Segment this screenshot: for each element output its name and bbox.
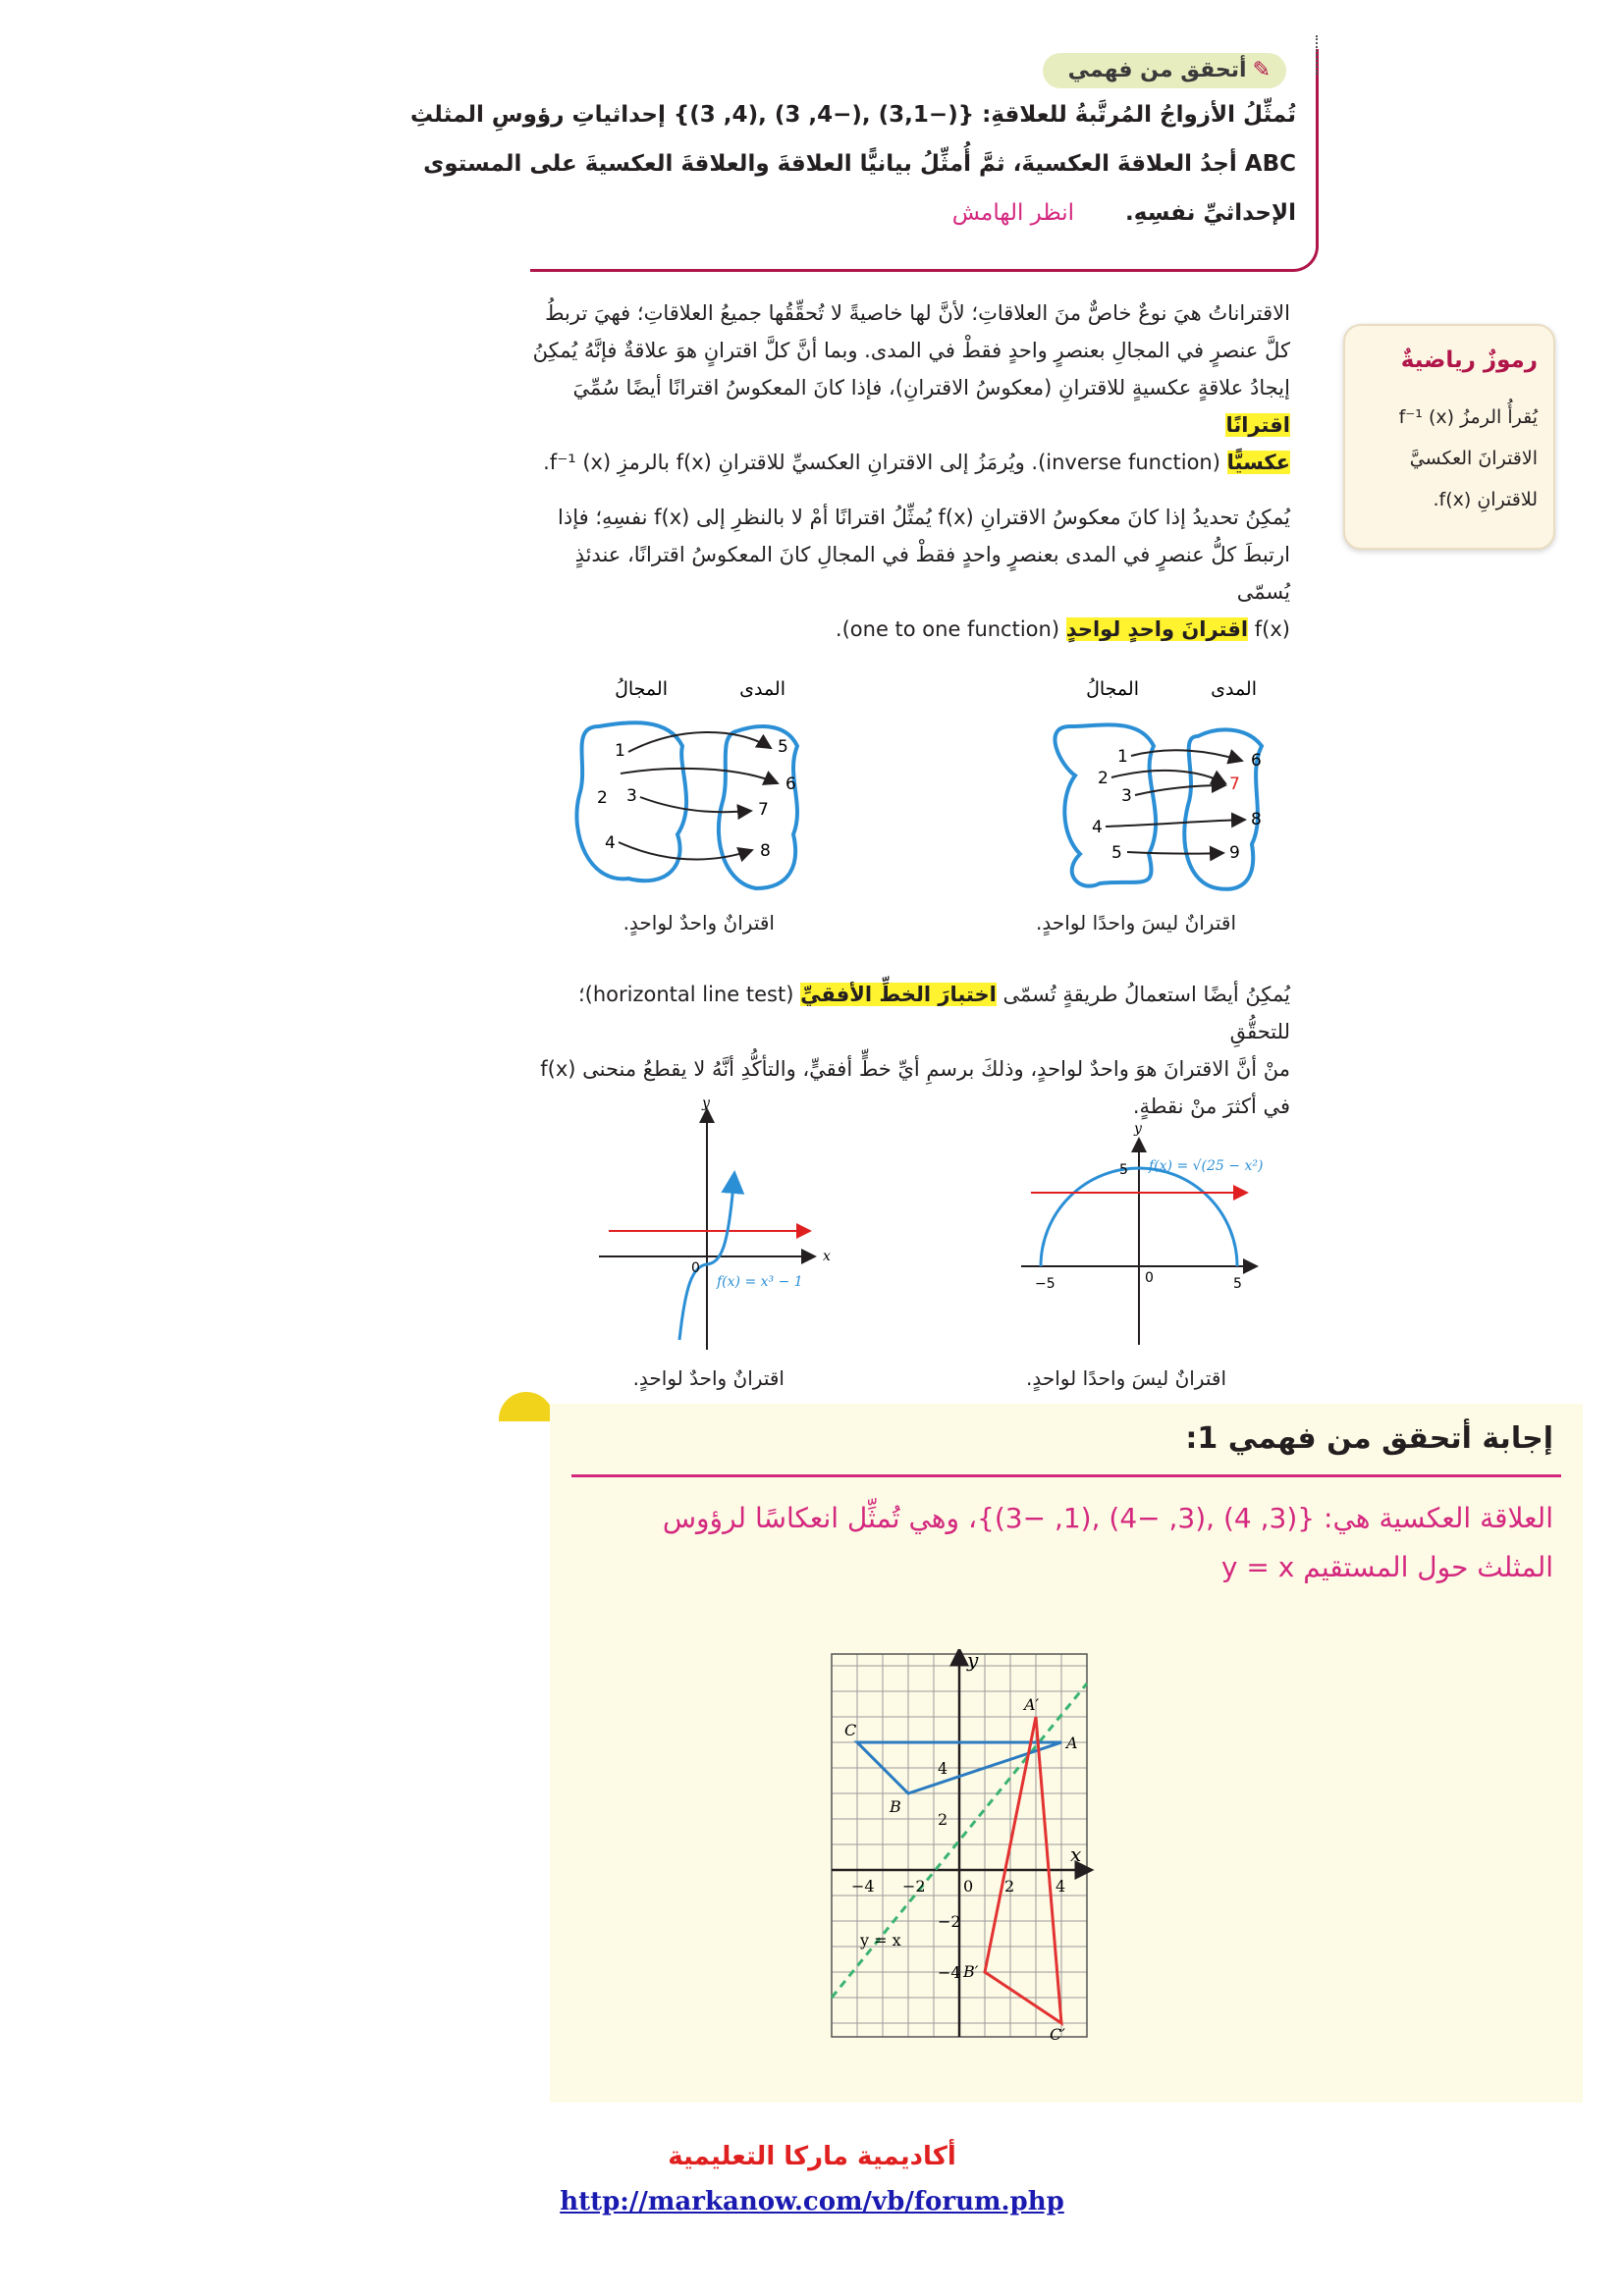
para3-line-1-text: يُمكِنُ أيضًا استعمالُ طريقةٍ تُسمّى xyxy=(996,983,1290,1006)
symbols-line-1: يُقرأُ الرمزُ (x) f⁻¹ xyxy=(1398,406,1538,428)
check-understanding-heading xyxy=(1043,53,1286,88)
x-tick-label: −4 xyxy=(851,1877,875,1896)
mapping-right-caption: اقترانٌ ليسَ واحدًا لواحدٍ. xyxy=(1036,911,1236,934)
left-domain-3: 3 xyxy=(626,786,637,806)
check-line-1: تُمثِّلُ الأزواجُ المُرتَّبةُ للعلاقةِ: {(−3,1) ,(−4, 3) ,(4, 3)} إحداثياتِ رؤوسِ المثلثِ xyxy=(409,102,1296,128)
check-title: أتحقق من فهمي xyxy=(1067,58,1247,82)
term-inverse-2: عكسيًّا xyxy=(1226,451,1290,474)
cubic-fn-label: f(x) = x³ − 1 xyxy=(717,1274,803,1290)
point-A1-label: A′ xyxy=(1024,1695,1040,1714)
answer-title: إجابة أتحقق من فهمي 1: xyxy=(1185,1421,1553,1456)
margin-note-link[interactable]: انظر الهامش xyxy=(951,200,1075,226)
y-tick-label: 2 xyxy=(938,1810,948,1829)
graph-semicircle xyxy=(1021,1121,1263,1345)
x-tick-label: −2 xyxy=(902,1877,926,1896)
para1-line-3 xyxy=(524,369,1290,444)
para2-fx: f(x) xyxy=(1248,617,1290,641)
x-label-left: x xyxy=(823,1249,831,1264)
para1-line-3-text: إيجادُ علاقةٍ عكسيةٍ للاقترانِ (معكوسُ الاقترانِ)، فإذا كانَ المعكوسُ اقترانًا أيضًا سُمِّيَ xyxy=(572,376,1290,400)
point-A-label: A xyxy=(1066,1734,1078,1752)
para3-line-1 xyxy=(524,976,1290,1050)
term-one-to-one: اقترانَ واحدٍ لواحدٍ xyxy=(1065,617,1249,641)
arrow-1-6 xyxy=(1131,750,1242,761)
x-tick-label: 0 xyxy=(963,1877,974,1896)
semicircle-fn-label: f(x) = √(25 − x²) xyxy=(1149,1158,1264,1174)
term-horizontal-line-test: اختبارَ الخطِّ الأفقيِّ xyxy=(800,983,997,1006)
y-tick-label: −2 xyxy=(938,1912,961,1931)
domain-label-right: المجالُ xyxy=(1086,678,1139,700)
tick-5: 5 xyxy=(1233,1276,1242,1292)
right-domain-2: 2 xyxy=(1098,769,1109,788)
point-C1-label: C′ xyxy=(1050,2025,1065,2044)
graph-left-caption: اقترانٌ واحدٌ لواحدٍ. xyxy=(632,1366,785,1390)
answer-line-2: المثلث حول المستقيم y = x xyxy=(1220,1551,1553,1583)
paragraph-inverse-function xyxy=(524,294,1290,481)
para1-line-2: كلَّ عنصرٍ في المجالِ بعنصرٍ واحدٍ فقطْ في المدى. وبما أنَّ كلَّ اقترانٍ هوَ علاقةٌ فإنَّهُ يُمكِنُ xyxy=(532,339,1290,362)
right-range-9: 9 xyxy=(1229,843,1240,863)
para3-line-3: في أكثرَ منْ نقطةٍ. xyxy=(1132,1095,1290,1118)
point-B1-label: B′ xyxy=(963,1962,979,1981)
arrow-5-9 xyxy=(1127,852,1223,854)
mapping-left xyxy=(576,678,797,888)
graph-right-caption: اقترانٌ ليسَ واحدًا لواحدٍ. xyxy=(1026,1366,1226,1390)
mapping-right xyxy=(1055,678,1262,889)
left-domain-4: 4 xyxy=(605,833,616,853)
domain-blob-right xyxy=(1055,724,1156,885)
x-tick-label: 4 xyxy=(1056,1877,1066,1896)
para3-english: (horizontal line test)؛ للتحقُّقِ xyxy=(578,983,1290,1043)
check-line-3-text: الإحداثيِّ نفسِهِ. xyxy=(1125,200,1296,226)
mirror-line-label: y = x xyxy=(860,1931,901,1949)
para3-line-2: منْ أنَّ الاقترانَ هوَ واحدٌ لواحدٍ، وذلكَ برسمِ أيِّ خطٍّ أفقيٍّ، والتأكُّدِ أنَّهُ لا يقطعُ منحنى f(x) xyxy=(540,1057,1290,1081)
arrow-3-7 xyxy=(640,797,751,812)
point-C-label: C xyxy=(844,1721,857,1739)
para2-english: (one to one function). xyxy=(835,617,1066,641)
answer-line-1: العلاقة العكسية هي: {(3, 4) ,(3, −4) ,(1, −3)}، وهي تُمثِّل انعكاسًا لرؤوس xyxy=(662,1502,1553,1534)
answer-x-label: x xyxy=(1070,1842,1082,1866)
arrow-4-8 xyxy=(1106,820,1245,827)
left-range-8: 8 xyxy=(760,841,771,861)
term-inverse-1: اقترانًا xyxy=(1225,413,1290,437)
tick-y5: 5 xyxy=(1119,1162,1128,1178)
graph-cubic xyxy=(599,1099,831,1350)
section-marker xyxy=(499,1392,554,1421)
arrow-2-6 xyxy=(621,769,778,783)
check-line-3 xyxy=(952,200,1296,226)
horizontal-line-test-graphs xyxy=(569,1099,1296,1364)
right-domain-4: 4 xyxy=(1092,818,1103,837)
right-domain-5: 5 xyxy=(1111,843,1122,863)
footer-link[interactable]: http://markanow.com/vb/forum.php xyxy=(560,2187,1064,2216)
y-tick-label: 4 xyxy=(938,1759,948,1778)
point-B-label: B xyxy=(890,1797,901,1816)
domain-label-left: المجالُ xyxy=(615,678,668,700)
y-label-right: y xyxy=(1134,1121,1142,1137)
para2-line-3 xyxy=(524,611,1290,648)
footer-organization: أكاديمية ماركا التعليمية xyxy=(668,2142,956,2171)
left-range-5: 5 xyxy=(778,737,788,757)
x-tick-label: 2 xyxy=(1004,1877,1015,1896)
symbols-line-2: الاقترانَ العكسيَّ xyxy=(1409,448,1538,469)
dotted-divider xyxy=(1316,35,1320,75)
para1-line-1: الاقتراناتُ هيَ نوعٌ خاصٌّ منَ العلاقاتِ؛ لأنَّ لها خاصيةً لا تُحقِّقُها جميعُ العلاقاتِ؛ فهيَ تربطُ xyxy=(545,301,1290,325)
answer-divider xyxy=(571,1474,1561,1477)
right-domain-1: 1 xyxy=(1117,747,1128,767)
left-domain-1: 1 xyxy=(615,741,625,761)
range-label-left: المدى xyxy=(739,678,785,700)
left-range-7: 7 xyxy=(758,800,769,820)
symbols-line-3: للاقترانِ f(x). xyxy=(1433,489,1538,510)
left-range-6: 6 xyxy=(785,774,796,794)
range-label-right: المدى xyxy=(1211,678,1257,700)
answer-box xyxy=(550,1404,1583,2103)
para1-line-4-text: (inverse function). ويُرمَزُ إلى الاقترانِ العكسيِّ للاقترانِ f(x) بالرمزِ f⁻¹ (x). xyxy=(543,451,1227,474)
arrow-1-5 xyxy=(628,732,771,752)
tick-neg5: −5 xyxy=(1035,1276,1056,1292)
para1-line-4 xyxy=(524,444,1290,481)
right-range-7: 7 xyxy=(1229,774,1240,794)
arrow-2-7 xyxy=(1111,771,1225,783)
pen-icon: ✎ xyxy=(1252,58,1271,82)
paragraph-one-to-one xyxy=(524,499,1290,648)
check-understanding-box xyxy=(409,49,1319,272)
mapping-left-caption: اقترانٌ واحدٌ لواحدٍ. xyxy=(623,911,775,934)
arrow-3-7 xyxy=(1135,785,1225,795)
y-label-left: y xyxy=(702,1099,710,1111)
left-domain-2: 2 xyxy=(597,788,608,808)
para2-line-2: ارتبطَ كلُّ عنصرٍ في المدى بعنصرٍ واحدٍ فقطْ في المجالِ كانَ المعكوسُ اقترانًا، عندئذٍ يُسمّى xyxy=(574,543,1290,604)
right-range-8: 8 xyxy=(1251,810,1262,829)
math-symbols-sidebar xyxy=(1343,324,1555,550)
right-range-6: 6 xyxy=(1251,751,1262,771)
check-line-2: ABC أجدُ العلاقةَ العكسيةَ، ثمَّ أُمثِّلُ بيانيًّا العلاقةَ والعلاقةَ العكسيةَ على المستوى xyxy=(423,151,1296,177)
answer-y-label: y xyxy=(967,1649,979,1672)
symbols-title: رموزٌ رياضيةٌ xyxy=(1400,347,1538,373)
tick-origin-left: 0 xyxy=(691,1260,700,1276)
right-domain-3: 3 xyxy=(1121,786,1132,806)
y-tick-label: −4 xyxy=(938,1963,961,1982)
answer-coordinate-graph xyxy=(827,1649,1111,2061)
arrow-4-8 xyxy=(619,842,752,860)
tick-origin-right: 0 xyxy=(1145,1270,1154,1286)
para2-line-1: يُمكِنُ تحديدُ إذا كانَ معكوسُ الاقترانِ f(x) يُمثِّلُ اقترانًا أمْ لا بالنظرِ إلى f(x) نفسِهِ؛ فإذا xyxy=(558,506,1290,529)
